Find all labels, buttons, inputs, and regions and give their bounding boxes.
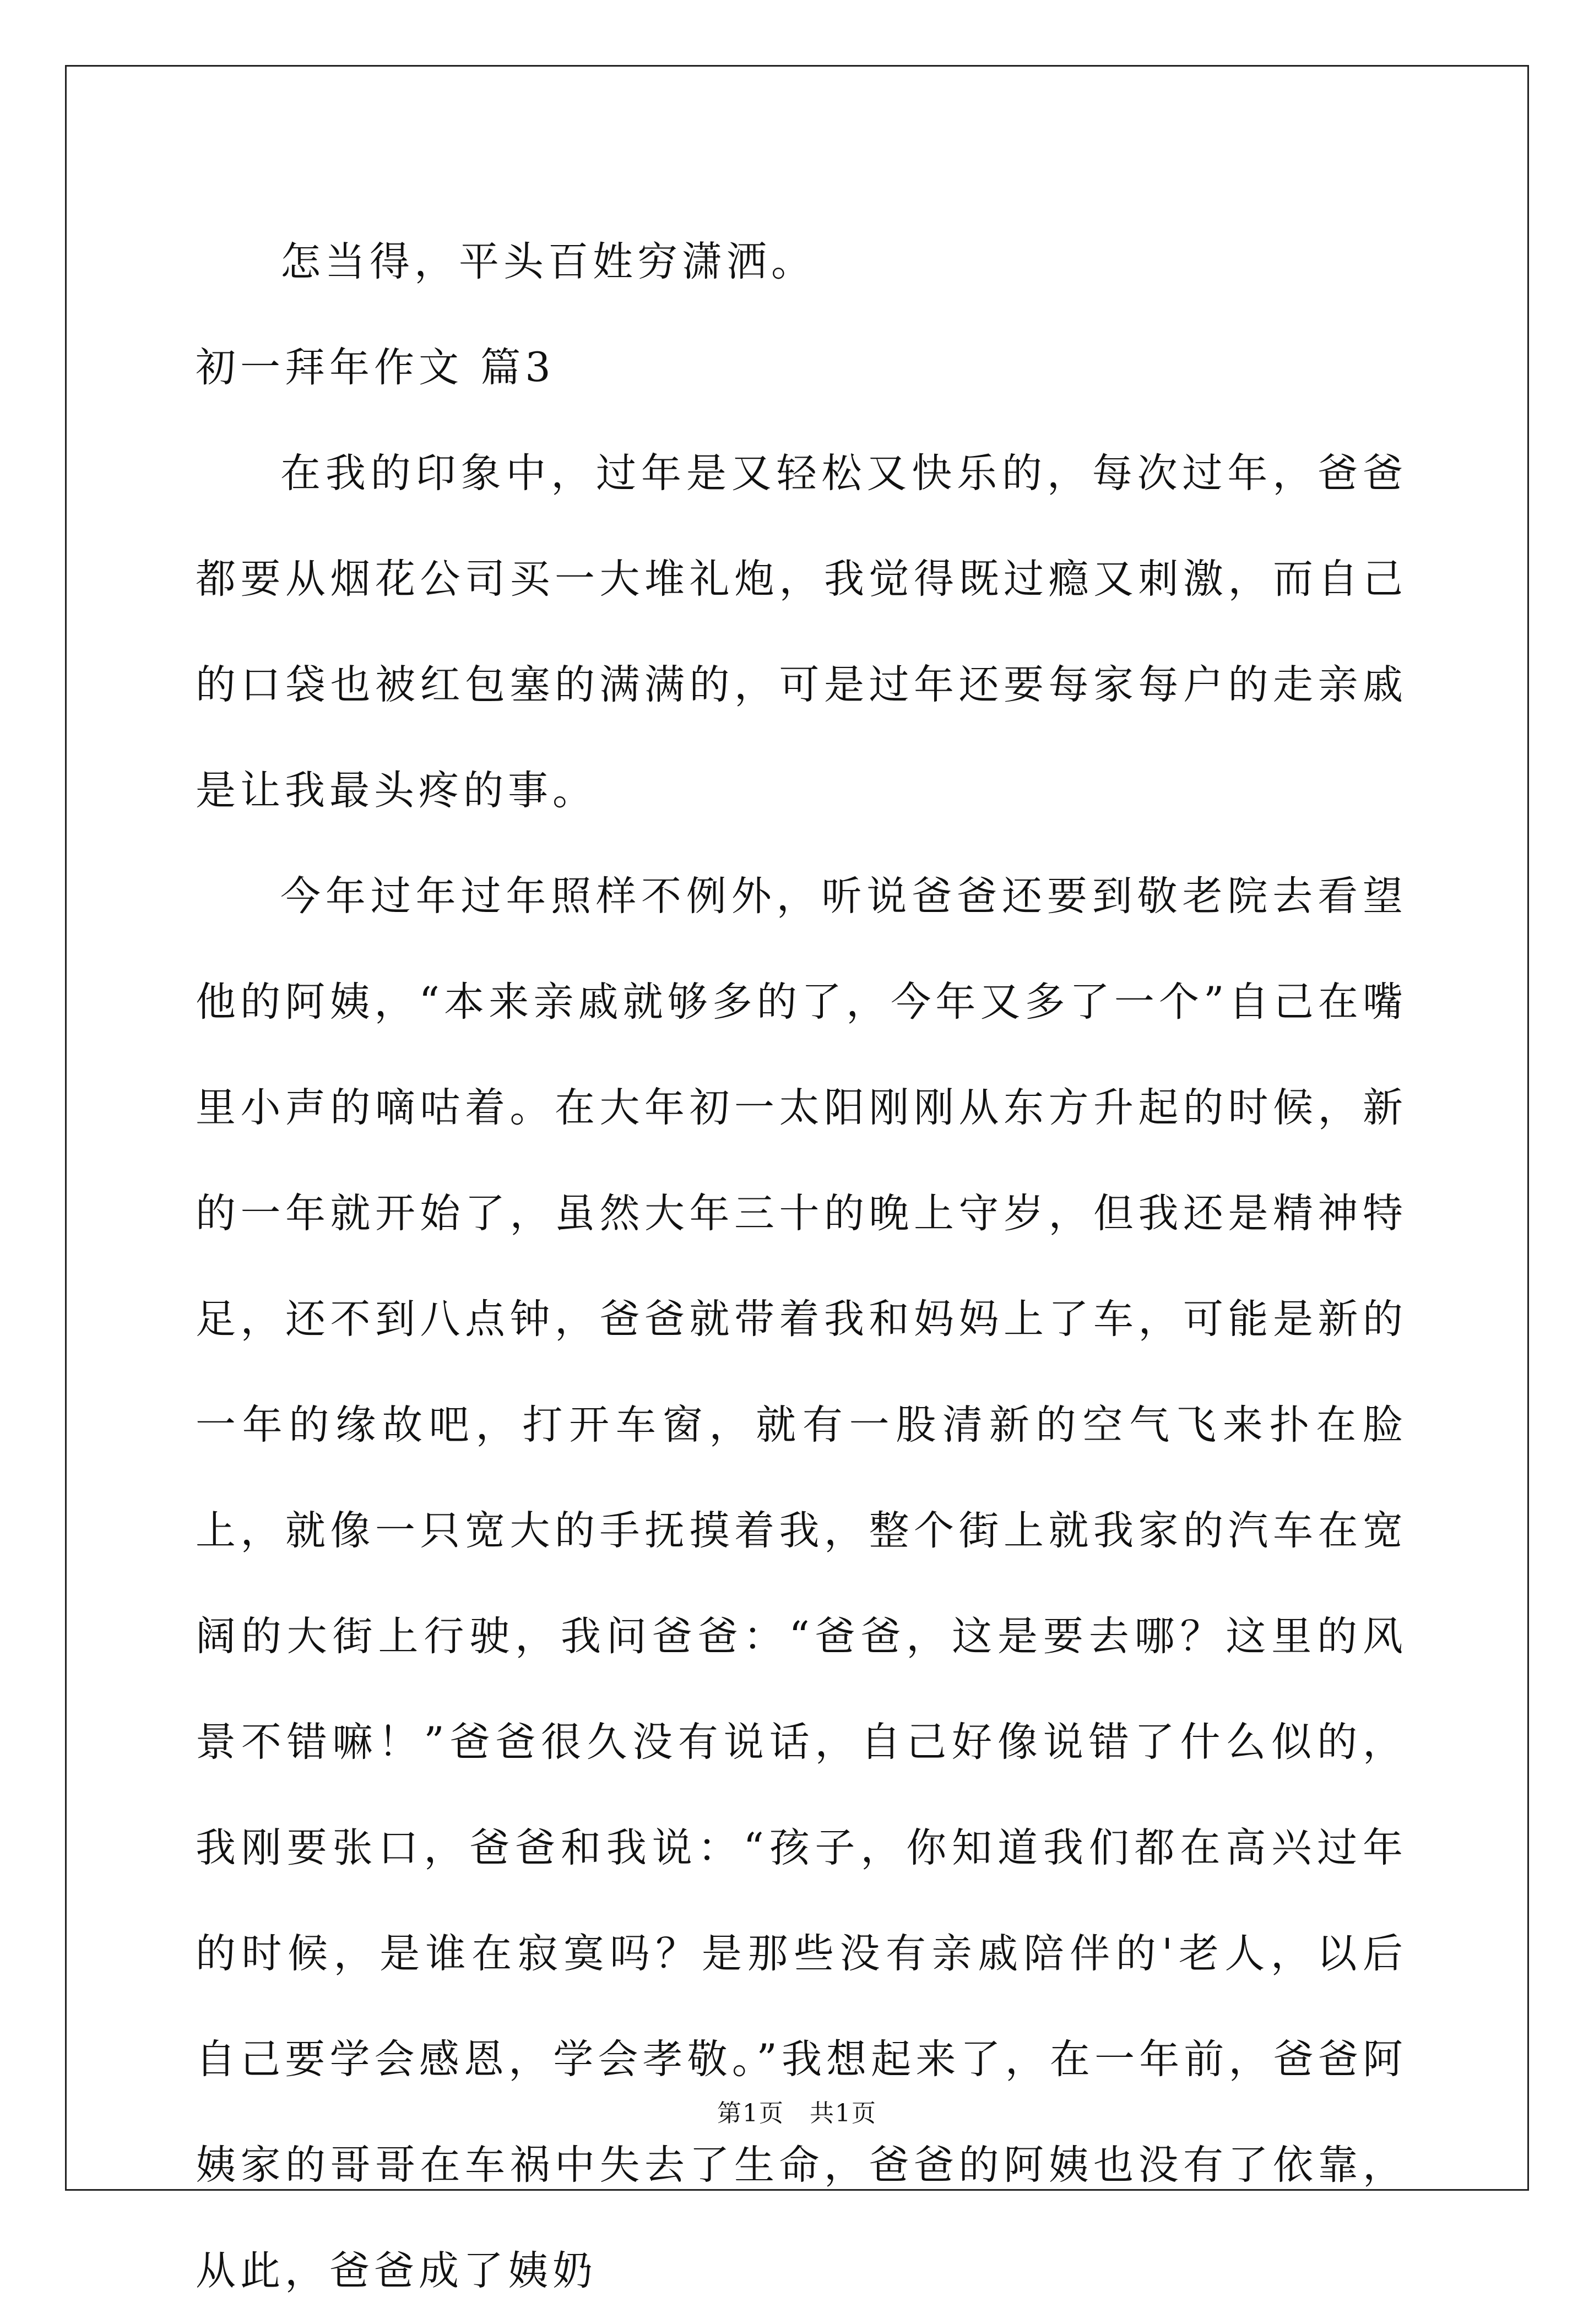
page-footer: 第1页 共1页 bbox=[717, 2099, 877, 2127]
document-body bbox=[196, 209, 1407, 2324]
paragraph-2: 今年过年过年照样不例外，听说爸爸还要到敬老院去看望他的阿姨，“本来亲戚就够多的了，今年又多了一个”自己在嘴里小声的嘀咕着。在大年初一太阳刚刚从东方升起的时候，新的一年就开始了，虽然大年三十的晚上守岁，但我还是精神特足，还不到八点钟，爸爸就带着我和妈妈上了车，可能是新的一年的缘故吧，打开车窗，就有一股清新的空气飞来扑在脸上，就像一只宽大的手抚摸着我，整个街上就我家的汽车在宽阔的大街上行驶，我问爸爸：“爸爸，这是要去哪？这里的风景不错嘛！”爸爸很久没有说话，自己好像说错了什么似的，我刚要张口，爸爸和我说：“孩子，你知道我们都在高兴过年的时候，是谁在寂寞吗？是那些没有亲戚陪伴的'老人，以后自己要学会感恩，学会孝敬。”我想起来了，在一年前，爸爸阿姨家的哥哥在车祸中失去了生命，爸爸的阿姨也没有了依靠，从此，爸爸成了姨奶 bbox=[196, 873, 1407, 2294]
section-heading: 初一拜年作文 篇3 bbox=[196, 344, 555, 391]
paragraph-intro: 怎当得，平头百姓穷潇洒。 bbox=[280, 238, 816, 285]
paragraph-1: 在我的印象中，过年是又轻松又快乐的，每次过年，爸爸都要从烟花公司买一大堆礼炮，我觉得既过瘾又刺激，而自己的口袋也被红包塞的满满的，可是过年还要每家每户的走亲戚是让我最头疼的事。 bbox=[196, 450, 1407, 814]
